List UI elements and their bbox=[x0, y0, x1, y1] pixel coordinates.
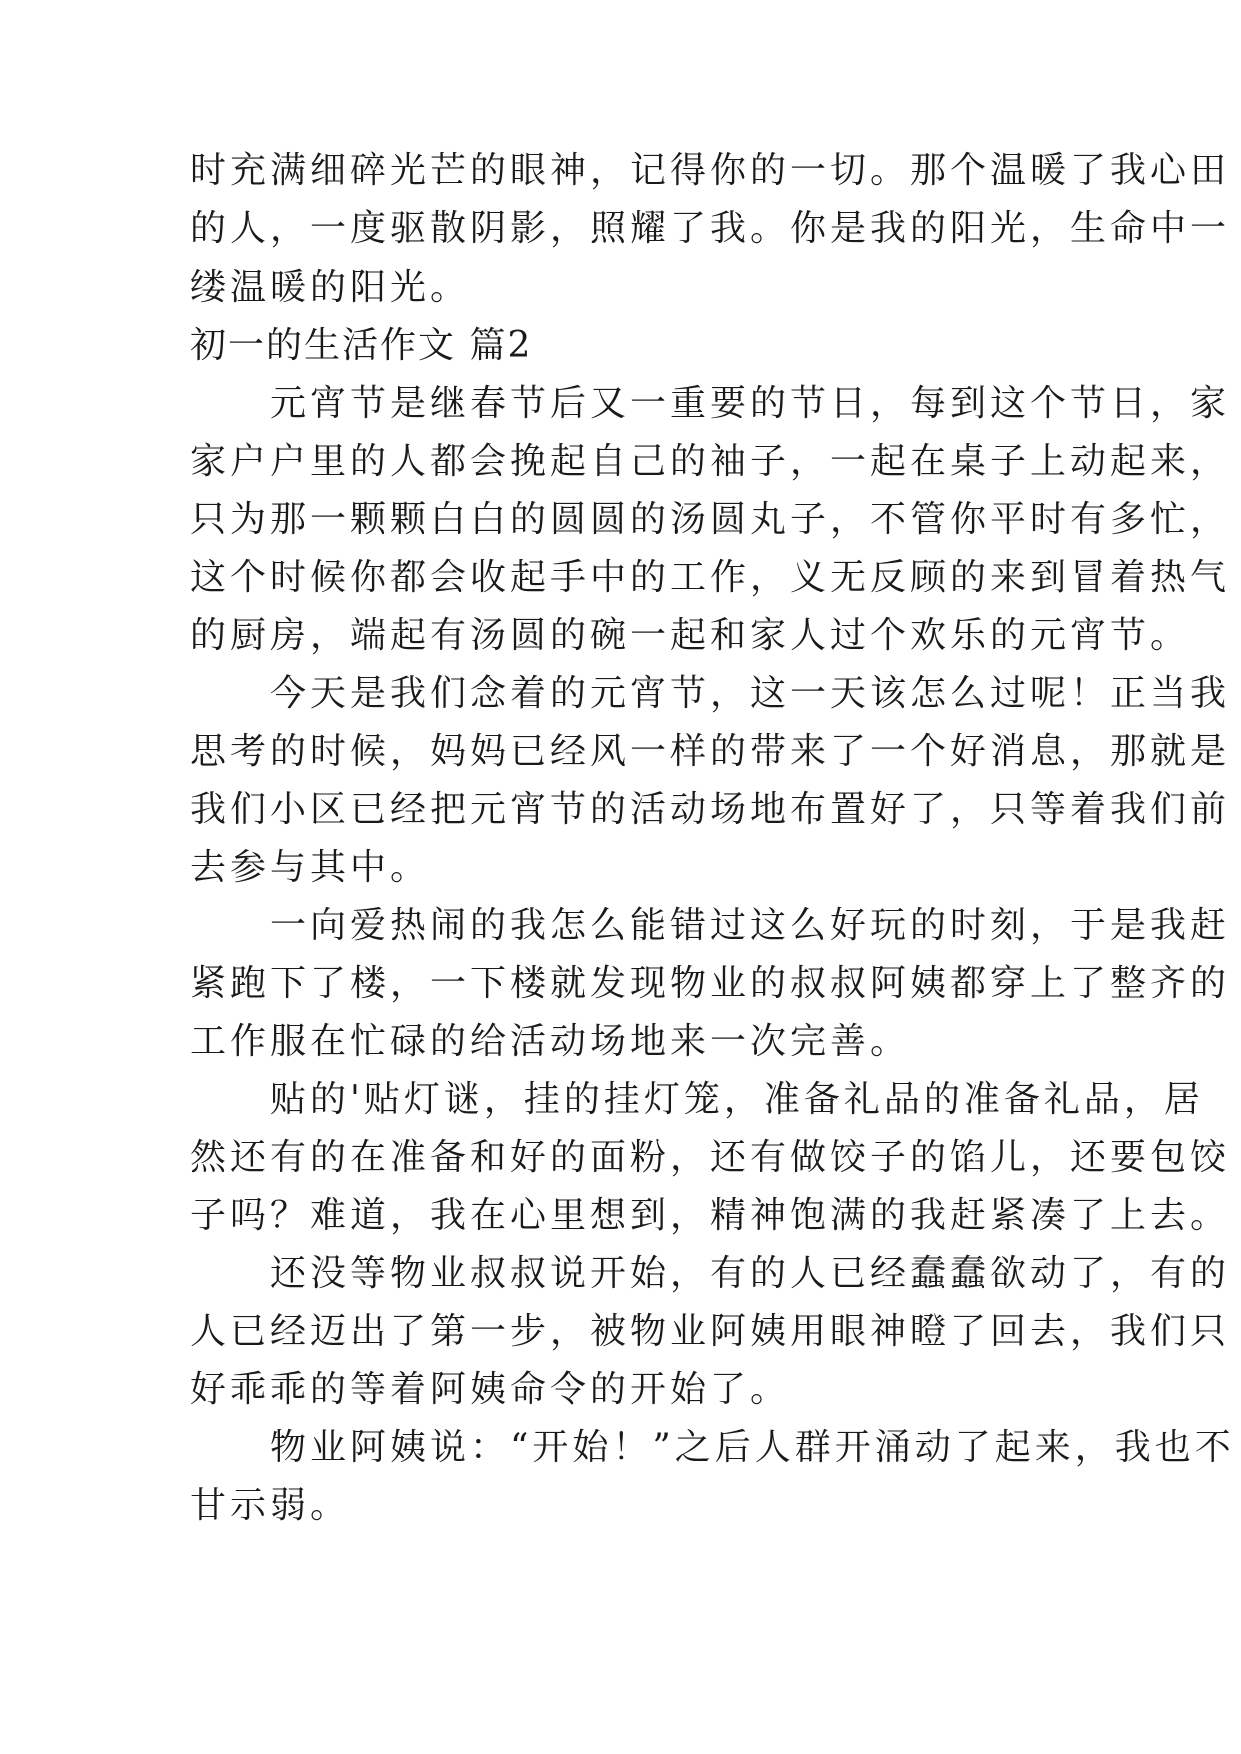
text-line: 缕温暖的阳光。 bbox=[190, 267, 471, 308]
text-line: 去参与其中。 bbox=[190, 847, 431, 888]
text-line: 贴的'贴灯谜，挂的挂灯笼，准备礼品的准备礼品，居 bbox=[190, 1079, 1204, 1120]
text-line: 这个时候你都会收起手中的工作，义无反顾的来到冒着热气 bbox=[190, 557, 1231, 598]
text-line: 紧跑下了楼，一下楼就发现物业的叔叔阿姨都穿上了整齐的 bbox=[190, 963, 1231, 1004]
text-line: 子吗？难道，我在心里想到，精神饱满的我赶紧凑了上去。 bbox=[190, 1195, 1231, 1236]
text-line: 思考的时候，妈妈已经风一样的带来了一个好消息，那就是 bbox=[190, 731, 1231, 772]
text-line: 甘示弱。 bbox=[190, 1485, 351, 1526]
text-line: 我们小区已经把元宵节的活动场地布置好了，只等着我们前 bbox=[190, 789, 1231, 830]
text-line: 今天是我们念着的元宵节，这一天该怎么过呢！正当我 bbox=[190, 673, 1231, 714]
text-line: 的人，一度驱散阴影，照耀了我。你是我的阳光，生命中一 bbox=[190, 208, 1231, 249]
section-title: 初一的生活作文 篇2 bbox=[190, 325, 533, 366]
text-line: 元宵节是继春节后又一重要的节日，每到这个节日，家 bbox=[190, 383, 1231, 424]
text-line: 然还有的在准备和好的面粉，还有做饺子的馅儿，还要包饺 bbox=[190, 1137, 1231, 1178]
text-line: 一向爱热闹的我怎么能错过这么好玩的时刻，于是我赶 bbox=[190, 905, 1231, 946]
text-line: 还没等物业叔叔说开始，有的人已经蠢蠢欲动了，有的 bbox=[190, 1253, 1231, 1294]
text-line: 好乖乖的等着阿姨命令的开始了。 bbox=[190, 1369, 791, 1410]
text-line: 工作服在忙碌的给活动场地来一次完善。 bbox=[190, 1021, 911, 1062]
text-line: 物业阿姨说：“开始！”之后人群开涌动了起来，我也不 bbox=[190, 1427, 1235, 1468]
text-line: 只为那一颗颗白白的圆圆的汤圆丸子，不管你平时有多忙， bbox=[190, 499, 1231, 540]
text-line: 家户户里的人都会挽起自己的袖子，一起在桌子上动起来， bbox=[190, 441, 1231, 482]
text-line: 时充满细碎光芒的眼神，记得你的一切。那个温暖了我心田 bbox=[190, 150, 1231, 191]
text-line: 人已经迈出了第一步，被物业阿姨用眼神瞪了回去，我们只 bbox=[190, 1311, 1231, 1352]
text-line: 的厨房，端起有汤圆的碗一起和家人过个欢乐的元宵节。 bbox=[190, 615, 1191, 656]
